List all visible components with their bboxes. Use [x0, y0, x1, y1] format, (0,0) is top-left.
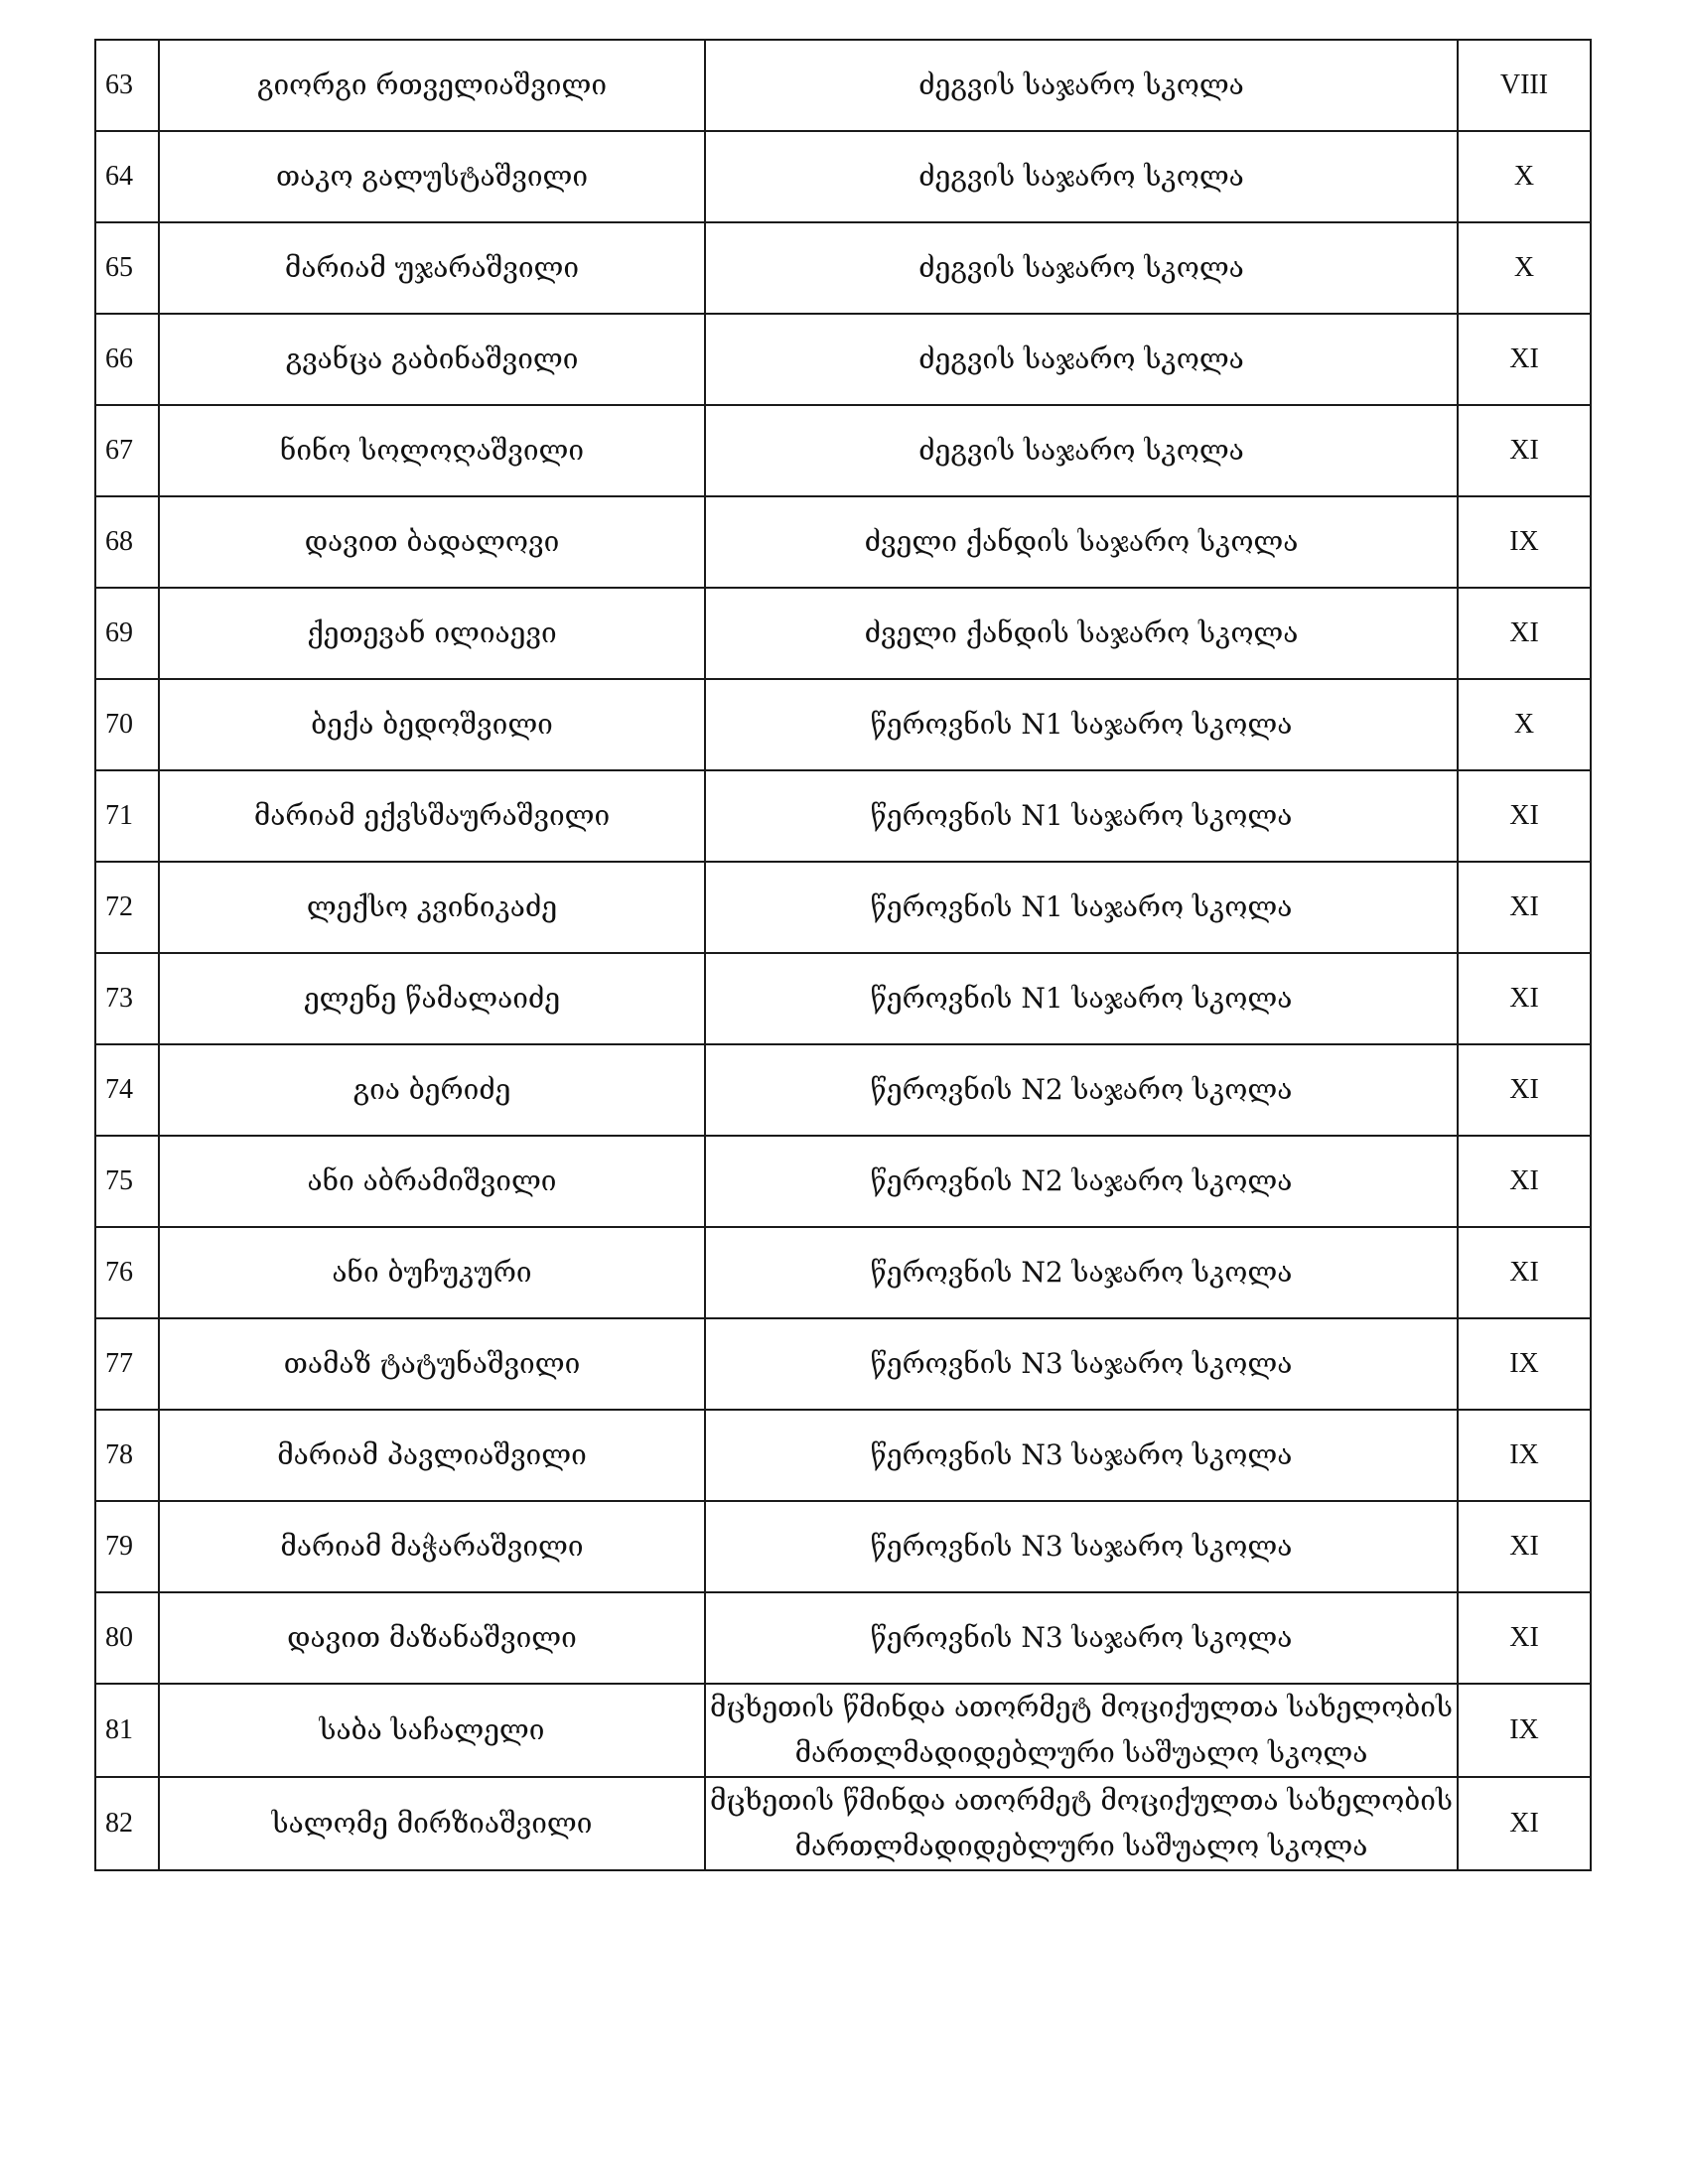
row-number: 73 [95, 953, 159, 1044]
student-name: მარიამ უჯარაშვილი [159, 222, 705, 314]
table-row [95, 1318, 1591, 1410]
row-number: 75 [95, 1136, 159, 1227]
row-number: 69 [95, 588, 159, 679]
grade: XI [1458, 1136, 1591, 1227]
table-row [95, 1684, 1591, 1777]
row-number: 71 [95, 770, 159, 862]
school-name: წეროვნის N1 საჯარო სკოლა [705, 862, 1458, 953]
school-name: წეროვნის N2 საჯარო სკოლა [705, 1044, 1458, 1136]
table-row [95, 314, 1591, 405]
school-name: წეროვნის N3 საჯარო სკოლა [705, 1501, 1458, 1592]
grade: XI [1458, 588, 1591, 679]
school-name: წეროვნის N1 საჯარო სკოლა [705, 770, 1458, 862]
student-name: მარიამ პავლიაშვილი [159, 1410, 705, 1501]
student-name: თაკო გალუსტაშვილი [159, 131, 705, 222]
student-name: ლექსო კვინიკაძე [159, 862, 705, 953]
table-row [95, 1227, 1591, 1318]
student-name: მარიამ მაჭარაშვილი [159, 1501, 705, 1592]
school-name: ძეგვის საჯარო სკოლა [705, 314, 1458, 405]
school-name-line: მართლმადიდებლური საშუალო სკოლა [794, 1736, 1368, 1769]
row-number: 67 [95, 405, 159, 496]
school-name: წეროვნის N2 საჯარო სკოლა [705, 1227, 1458, 1318]
row-number: 79 [95, 1501, 159, 1592]
row-number: 82 [95, 1777, 159, 1870]
table-row [95, 679, 1591, 770]
table-row [95, 1410, 1591, 1501]
student-name: ნინო სოლოღაშვილი [159, 405, 705, 496]
school-name: ძველი ქანდის საჯარო სკოლა [705, 588, 1458, 679]
student-name: სალომე მირზიაშვილი [159, 1777, 705, 1870]
student-name: მარიამ ექვსშაურაშვილი [159, 770, 705, 862]
school-name: წეროვნის N1 საჯარო სკოლა [705, 953, 1458, 1044]
row-number: 66 [95, 314, 159, 405]
row-number: 80 [95, 1592, 159, 1684]
school-name-line: მართლმადიდებლური საშუალო სკოლა [794, 1830, 1368, 1862]
table-row [95, 40, 1591, 131]
row-number: 76 [95, 1227, 159, 1318]
grade: X [1458, 131, 1591, 222]
school-name: ძეგვის საჯარო სკოლა [705, 405, 1458, 496]
student-table-body [95, 40, 1591, 1870]
grade: XI [1458, 770, 1591, 862]
grade: X [1458, 222, 1591, 314]
table-row [95, 1044, 1591, 1136]
student-name: საბა საჩალელი [159, 1684, 705, 1777]
school-name: წეროვნის N1 საჯარო სკოლა [705, 679, 1458, 770]
row-number: 81 [95, 1684, 159, 1777]
row-number: 65 [95, 222, 159, 314]
row-number: 74 [95, 1044, 159, 1136]
table-row [95, 1592, 1591, 1684]
grade: XI [1458, 1501, 1591, 1592]
table-row [95, 1777, 1591, 1870]
school-name: ძველი ქანდის საჯარო სკოლა [705, 496, 1458, 588]
school-name: ძეგვის საჯარო სკოლა [705, 131, 1458, 222]
student-name: გიორგი რთველიაშვილი [159, 40, 705, 131]
school-name: წეროვნის N3 საჯარო სკოლა [705, 1592, 1458, 1684]
table-row [95, 222, 1591, 314]
grade: VIII [1458, 40, 1591, 131]
student-name: ქეთევან ილიაევი [159, 588, 705, 679]
table-row [95, 131, 1591, 222]
student-name: ელენე წამალაიძე [159, 953, 705, 1044]
school-name [705, 1777, 1458, 1870]
grade: XI [1458, 862, 1591, 953]
school-name: ძეგვის საჯარო სკოლა [705, 40, 1458, 131]
grade: X [1458, 679, 1591, 770]
school-name-line: მცხეთის წმინდა ათორმეტ მოციქულთა სახელობის [710, 1784, 1453, 1817]
student-name: გვანცა გაბინაშვილი [159, 314, 705, 405]
student-name: თამაზ ტატუნაშვილი [159, 1318, 705, 1410]
grade: XI [1458, 1777, 1591, 1870]
grade: XI [1458, 405, 1591, 496]
row-number: 70 [95, 679, 159, 770]
row-number: 63 [95, 40, 159, 131]
table-row [95, 770, 1591, 862]
student-name: დავით ბადალოვი [159, 496, 705, 588]
table-row [95, 588, 1591, 679]
row-number: 64 [95, 131, 159, 222]
grade: IX [1458, 496, 1591, 588]
table-row [95, 1501, 1591, 1592]
row-number: 77 [95, 1318, 159, 1410]
row-number: 72 [95, 862, 159, 953]
table-row [95, 953, 1591, 1044]
grade: XI [1458, 314, 1591, 405]
school-name: წეროვნის N3 საჯარო სკოლა [705, 1410, 1458, 1501]
grade: XI [1458, 953, 1591, 1044]
table-row [95, 405, 1591, 496]
grade: IX [1458, 1684, 1591, 1777]
student-name: დავით მაზანაშვილი [159, 1592, 705, 1684]
grade: XI [1458, 1044, 1591, 1136]
school-name: ძეგვის საჯარო სკოლა [705, 222, 1458, 314]
grade: XI [1458, 1227, 1591, 1318]
row-number: 68 [95, 496, 159, 588]
grade: IX [1458, 1318, 1591, 1410]
student-name: ანი ბუჩუკური [159, 1227, 705, 1318]
school-name-line: მცხეთის წმინდა ათორმეტ მოციქულთა სახელობის [710, 1691, 1453, 1723]
school-name: წეროვნის N3 საჯარო სკოლა [705, 1318, 1458, 1410]
row-number: 78 [95, 1410, 159, 1501]
school-name [705, 1684, 1458, 1777]
table-row [95, 1136, 1591, 1227]
student-table [94, 39, 1592, 1871]
school-name: წეროვნის N2 საჯარო სკოლა [705, 1136, 1458, 1227]
table-row [95, 496, 1591, 588]
student-name: გია ბერიძე [159, 1044, 705, 1136]
grade: XI [1458, 1592, 1591, 1684]
grade: IX [1458, 1410, 1591, 1501]
student-name: ანი აბრამიშვილი [159, 1136, 705, 1227]
student-name: ბექა ბედოშვილი [159, 679, 705, 770]
table-row [95, 862, 1591, 953]
